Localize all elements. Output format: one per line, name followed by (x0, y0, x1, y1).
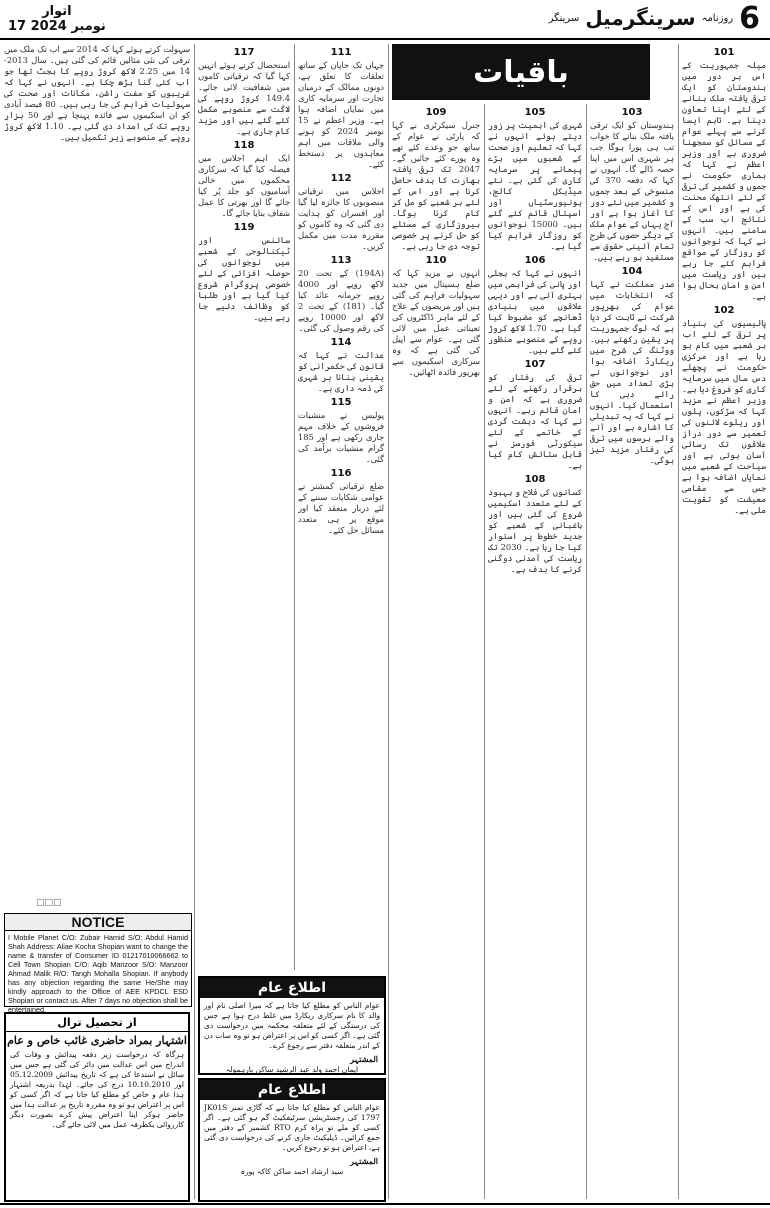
text-column-4 (392, 104, 480, 1199)
paper-name: سرینگرمیل (585, 6, 696, 30)
article-text: پولیس نے منشیات فروشوں کے خلاف مہم جاری رکھی ہے اور 185 گرام منشیات برآمد کی گئی۔ (298, 410, 384, 464)
article-text: (194A) کے تحت 20 لاکھ روپے اور 4000 روپے جرمانہ عائد کیا گیا۔ (181) کے تحت 2 لاکھ اور 10000 روپے کی رقم وصول کی گئی۔ (298, 268, 384, 333)
page-number: 6 (739, 0, 760, 36)
article-number: 106 (524, 255, 546, 266)
article-number: 114 (330, 337, 352, 348)
public-notice-1-title: اطلاع عام (200, 978, 384, 998)
article-number: 101 (713, 47, 735, 58)
article-text: ایک اہم اجلاس میں فیصلہ کیا گیا کہ سرکاری محکموں میں خالی آسامیوں کو جلد پُر کیا جائے گا اور بھرتی کا عمل شفاف بنایا جائے گا۔ (198, 153, 290, 218)
column-divider (194, 44, 195, 1199)
public-notice-2 (198, 1078, 386, 1202)
tehsil-ad-box (4, 1012, 190, 1202)
paper-city: سرینگر (548, 12, 580, 24)
article-number: 119 (233, 222, 255, 233)
article-text: جہاں تک جاپان کے ساتھ تعلقات کا تعلق ہے، دونوں ممالک کے درمیان تجارت اور سرمایہ کاری میں نمایاں اضافہ ہوا ہے۔ وزیر اعظم نے 15 نومبر 2024 کو ہونے والی ملاقات میں اہم معاہدوں پر دستخط کئے۔ (298, 60, 384, 169)
text-column-1 (682, 44, 766, 1199)
article-text: انہوں نے کہا کہ بجلی اور پانی کی فراہمی میں بہتری آئی ہے اور دیہی علاقوں میں بنیادی ڈھانچے کو مضبوط کیا گیا ہے۔ 1.70 لاکھ کروڑ روپے کے منصوبے منظور کئے گئے ہیں۔ (488, 268, 582, 355)
tehsil-ad-body: ہرگاہ کہ درخواست زیر دفعہ پیدائش و وفات کی اندراج میں اس عدالت میں دائر کی گئی ہے جس میں سائل نے استدعا کی ہے کہ تاریخ پیدائش 05.12.2009 اور 10.10.2010 درج کی جائے۔ لہٰذا بذریعہ اشتہار ہذا عام و خاص کو مطلع کیا جاتا ہے کہ اگر کسی کو اس پر اعتراض ہو تو وہ مقررہ تاریخ پر عدالت ہذا میں حاضر ہوکر اپنا اعتراض پیش کرے بصورت دیگر کارروائی یکطرفہ عمل میں لائی جائے گی۔ (10, 1050, 185, 1129)
public-notice-1-sign-detail: ایمان احمد ولد عبد الرشید ساکن بارہمولہ (225, 1065, 359, 1074)
article-number: 103 (621, 107, 643, 118)
column-divider (484, 104, 485, 1199)
article-number: 105 (524, 107, 546, 118)
public-notice-2-sign-detail: سید ارشاد احمد ساکن کاکہ پورہ (240, 1167, 344, 1176)
separator-dots: □□□ (36, 898, 62, 908)
article-number: 110 (425, 255, 447, 266)
article-number: 117 (233, 47, 255, 58)
article-number: 107 (524, 359, 546, 370)
masthead-date-block (8, 4, 106, 34)
article-number: 102 (713, 305, 735, 316)
text-column-3 (488, 104, 582, 1199)
article-text: جنرل سیکرٹری نے کہا کہ پارٹی نے عوام کے ساتھ جو وعدے کئے تھے وہ پورے کئے جائیں گے۔ 2047 تک ترقی یافتہ بھارت کا ہدف حاصل کرنا ہے اور اس کے لئے ہر شعبے کو مل کر کام کرنا ہوگا۔ بیروزگاری کے مسئلے کو حل کرنے پر خصوصی توجہ دی جا رہی ہے۔ (392, 120, 480, 251)
public-notice-1-body: عوام الناس کو مطلع کیا جاتا ہے کہ میرا اصلی نام اور والد کا نام سرکاری ریکارڈ میں غلط درج ہوا ہے جس کی درستگی کے لئے متعلقہ محکمہ میں درخواست دی گئی ہے۔ اگر کسی کو اس پر اعتراض ہو تو وہ سات دن کے اندر متعلقہ دفتر سے رجوع کرے۔ (204, 1001, 380, 1050)
text-column-5 (298, 44, 384, 970)
footer-rule (0, 1203, 770, 1205)
article-text: سائنس اور ٹیکنالوجی کے شعبے میں نوجوانوں کی حوصلہ افزائی کے لئے خصوصی پروگرام شروع کیا گیا ہے اور طلبا کو وظائف دئیے جا رہے ہیں۔ (198, 235, 290, 322)
text-column-7 (4, 44, 190, 894)
tehsil-ad-subhead: اشتہار بمراد حاضری غائب خاص و عام (7, 1034, 187, 1047)
article-text: انہوں نے مزید کہا کہ ضلع ہسپتال میں جدید سہولیات فراہم کی گئی ہیں اور مریضوں کے علاج کے لئے ماہر ڈاکٹروں کی تعیناتی عمل میں لائی گئی ہے۔ عوام سے اپیل کی گئی ہے کہ وہ سرکاری اسکیموں سے بھرپور فائدہ اٹھائیں۔ (392, 268, 480, 377)
article-text: ضلع ترقیاتی کمشنر نے عوامی شکایات سننے کے لئے دربار منعقد کیا اور موقع پر ہی متعدد مسائل حل کئے۔ (298, 481, 384, 535)
section-banner (392, 44, 650, 100)
article-number: 111 (330, 47, 352, 58)
article-text: میلہ جمہوریت کے اس ہر دور میں ہندوستان کو ایک ترقی یافتہ ملک بنانے کے لئے اپنا تعاون دینا ہے۔ تاہم ایسا کرنے سے پہلے عوام کے مسائل کو سمجھنا ضروری ہے اور وزیر اعظم نے کہا کہ ہماری حکومت نے جموں و کشمیر کی ترقی کے لئے انتھک محنت کی ہے اور اس کے نتائج اب سب کے سامنے ہیں۔ انہوں نے کہا کہ نوجوانوں کو روزگار کے مواقع فراہم کئے جا رہے ہیں اور ریاست میں امن و امان بحال ہوا ہے۔ (682, 60, 766, 301)
text-column-6 (198, 44, 290, 970)
column-divider (388, 44, 389, 1199)
article-number: 116 (330, 468, 352, 479)
article-text: استحصال کرتے ہوئے انہیں کہا گیا کہ ترقیاتی کاموں میں شفافیت لائی جائے۔ 149.4 کروڑ روپے کی لاگت سے منصوبے مکمل کئے گئے ہیں اور مزید کام جاری ہے۔ (198, 60, 290, 136)
text-column-2 (590, 104, 674, 1199)
masthead-title-block (549, 2, 760, 34)
article-number: 104 (621, 266, 643, 277)
column-divider (678, 44, 679, 1199)
article-text: کسانوں کی فلاح و بہبود کے لئے متعدد اسکیمیں شروع کی گئی ہیں اور باغبانی کے شعبے کو جدید خطوط پر استوار کیا جا رہا ہے۔ 2030 تک ریاست کی آمدنی دوگنی کرنے کا ہدف ہے۔ (488, 487, 582, 574)
article-text: ہندوستان کو ایک ترقی یافتہ ملک بنانے کا خواب تب ہی پورا ہوگا جب ہر شہری اس میں اپنا حصہ ڈالے گا۔ انہوں نے کہا کہ دفعہ 370 کی منسوخی کے بعد جموں و کشمیر میں نئے دور کا آغاز ہوا ہے اور آج یہاں کے عوام ملک کے دیگر حصوں کی طرح تمام آئینی حقوق سے مستفید ہو رہے ہیں۔ (590, 120, 674, 262)
article-text: شہری کی اہمیت پر زور دیتے ہوئے انہوں نے کہا کہ تعلیم اور صحت کے شعبوں میں بڑے پیمانے پر سرمایہ کاری کی گئی ہے۔ نئے میڈیکل کالج، یونیورسٹیاں اور اسپتال قائم کئے گئے ہیں۔ 15000 نوجوانوں کو روزگار فراہم کیا گیا ہے۔ (488, 120, 582, 251)
public-notice-1 (198, 976, 386, 1075)
notice-box (4, 913, 192, 1014)
public-notice-2-body: عوام الناس کو مطلع کیا جاتا ہے کہ گاڑی نمبر JK01S 1797 کی رجسٹریشن سرٹیفکیٹ گم ہو گئی ہے۔ اگر کسی کو ملے تو براہ کرم RTO کشمیر کے دفتر میں جمع کرائیں۔ ڈپلیکیٹ جاری کرنے کی درخواست دی گئی ہے، اعتراض ہو تو رجوع کریں۔ (204, 1103, 380, 1152)
notice-title: NOTICE (5, 914, 191, 931)
public-notice-2-sign: المشتہر (350, 1156, 378, 1166)
article-number: 112 (330, 173, 352, 184)
masthead (0, 0, 770, 40)
article-number: 108 (524, 474, 546, 485)
public-notice-1-sign: المشتہر (350, 1054, 378, 1064)
column-divider (294, 44, 295, 970)
article-text: عدالت نے کہا کہ قانون کی حکمرانی کو یقینی بنانا ہر شہری کی ذمہ داری ہے۔ (298, 350, 384, 393)
tehsil-ad-title: از تحصیل ترال (6, 1014, 188, 1032)
article-text: سہولت کرتے ہوئے کہا کہ 2014 سے اب تک ملک میں ترقی کی نئی مثالیں قائم کی گئی ہیں۔ سال 2013-14 میں 2.25 لاکھ کروڑ روپے کا بجٹ تھا جو اب کئی گنا بڑھ چکا ہے۔ انہوں نے کہا کہ غریبوں کو مفت راشن، مکانات اور صحت کی سہولیات فراہم کی جا رہی ہیں۔ 80 فیصد آبادی کو ان اسکیموں سے فائدہ پہنچا ہے اور 50 ہزار روپے تک کی امداد دی گئی ہے۔ 1.10 لاکھ کروڑ روپے کے منصوبے زیر تکمیل ہیں۔ (4, 44, 190, 142)
article-text: صدر مملکت نے کہا کہ انتخابات میں عوام کی بھرپور شرکت نے ثابت کر دیا ہے کہ لوگ جمہوریت پر یقین رکھتے ہیں۔ ووٹنگ کی شرح میں ریکارڈ اضافہ ہوا اور نوجوانوں نے بڑی تعداد میں حق رائے دہی کا استعمال کیا۔ انہوں نے کہا کہ یہ تبدیلی کا اشارہ ہے اور آنے والے برسوں میں ترقی کی رفتار مزید تیز ہوگی۔ (590, 279, 674, 465)
masthead-day: اتوار (42, 4, 72, 19)
column-divider (586, 104, 587, 1199)
article-text: اجلاس میں ترقیاتی منصوبوں کا جائزہ لیا گیا اور افسران کو ہدایت دی گئی کہ وہ کاموں کو مقررہ مدت میں مکمل کریں۔ (298, 186, 384, 251)
article-number: 109 (425, 107, 447, 118)
article-number: 115 (330, 397, 352, 408)
article-number: 113 (330, 255, 352, 266)
article-text: پالیسیوں کی بنیاد پر ترقی کے لئے اب ہر شعبے میں کام ہو رہا ہے اور مرکزی حکومت نے پچھلے دس سال میں سرمایہ کاری کو فروغ دیا ہے۔ وزیر اعظم نے مزید کہا کہ سڑکوں، پلوں اور ریلوے لائنوں کی تعمیر سے دور دراز علاقوں تک رسائی آسان ہوئی ہے اور سیاحت کے شعبے میں نمایاں اضافہ ہوا ہے جس سے مقامی معیشت کو تقویت ملی ہے۔ (682, 318, 766, 515)
masthead-date: 17 نومبر 2024 (8, 19, 106, 34)
article-text: ترقی کی رفتار کو برقرار رکھنے کے لئے ضروری ہے کہ امن و امان قائم رہے۔ انہوں نے کہا کہ دہشت گردی کے خاتمے کے لئے سیکورٹی فورسز نے قابل ستائش کام کیا ہے۔ (488, 372, 582, 470)
paper-daily-label: روزنامہ (701, 12, 734, 24)
notice-body: I Mobile Planet C/O: Zubair Hamid S/O: Abdul Hamid Shah Address: Aliae Kocha Shopian want to change the name & transfer of Consumer ID 01217010066662 to Cell Town Shopian C/O: Aqib Manzoor S/O: Manzoor Ahmad Malik R/O: Tangh Mohalla Shopian. If anybody has any objection regarding the same He/She may kindly approach to the Office of AEE KPDCL ESD Shopian or contact us. After 7 days no objection shall be entertained. (8, 933, 188, 1014)
public-notice-2-title: اطلاع عام (200, 1080, 384, 1100)
section-banner-title: باقیات (473, 54, 569, 90)
article-number: 118 (233, 140, 255, 151)
